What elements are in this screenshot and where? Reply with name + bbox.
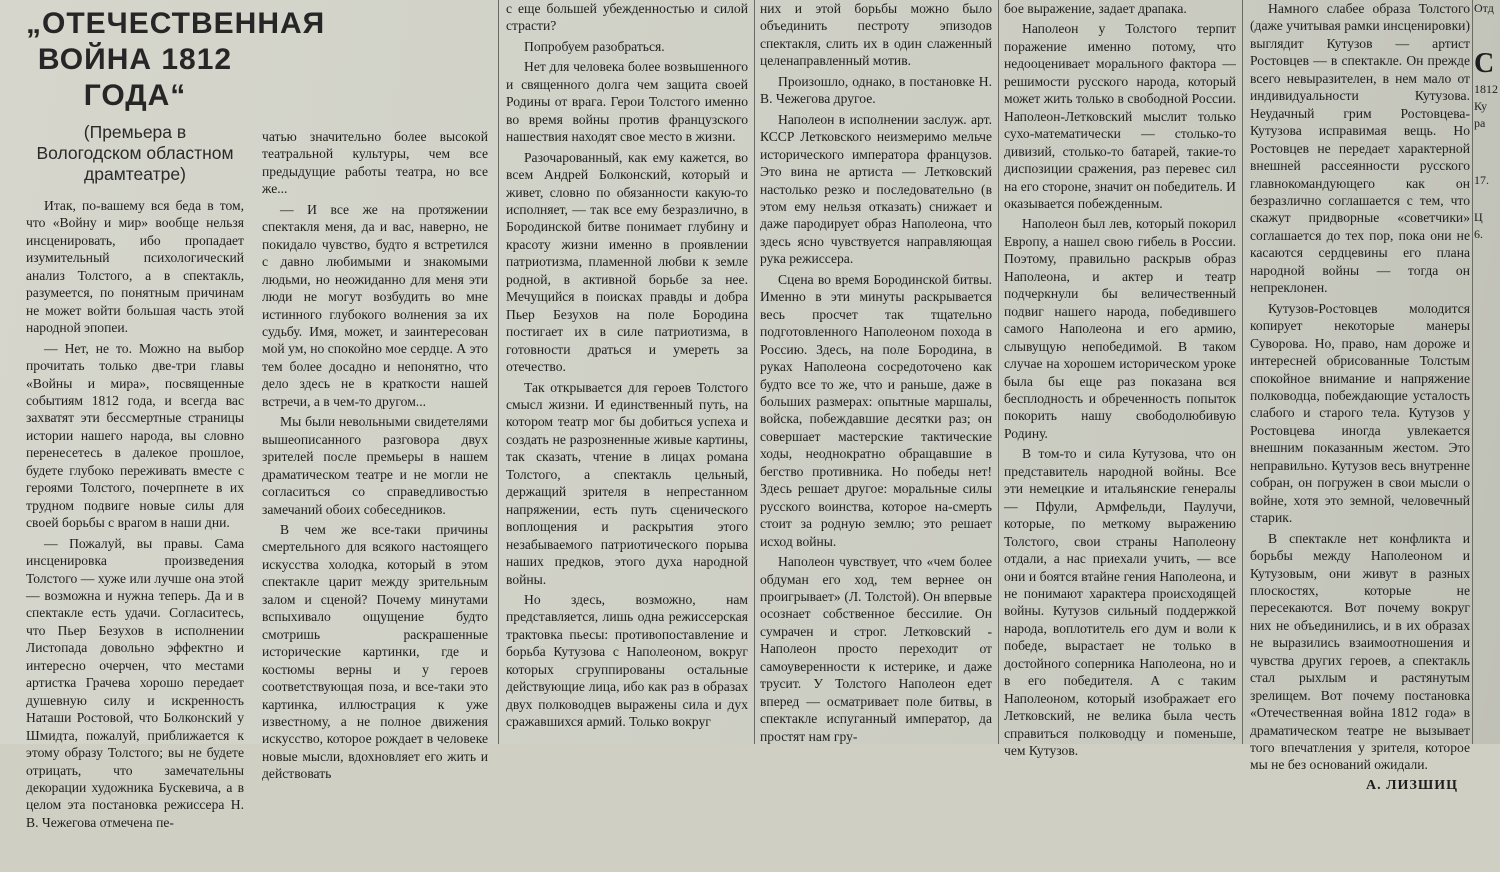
column-5 <box>1004 0 1236 759</box>
paragraph: Произошло, однако, в постановке Н. В. Чежегова другое. <box>760 73 992 107</box>
column-divider <box>998 0 999 744</box>
paragraph: Разочарованный, как ему кажется, во всем Андрей Болконский, который и живет, словно по обязанности какую-то исполняет, — так все ему безразлично, в Бородинской битве понимает глубину и красоту жизни именно в проявлении патриотизма, пламенной любви к земле родной, в активной борьбе за нее. Мечущийся в поисках правды и добра Пьер Безухов на поле Бородина постигает их в силе патриотизма, в готовности драться и умереть за отечество. <box>506 149 748 375</box>
paragraph: Мы были невольными свидетелями вышеописанного разговора двух зрителей после премьеры в нашем драматическом театре и не могли не согласиться со справедливостью замечаний обоих собеседников. <box>262 414 488 517</box>
article-headline: „ОТЕЧЕСТВЕННАЯ ВОЙНА 1812 ГОДА“ <box>26 7 326 112</box>
fragment-text: 6. <box>1474 227 1483 241</box>
paragraph: В чем же все-таки причины смертельного для всякого настоящего искусства холодка, который в этом спектакле царит между зрительным залом и сценой? Почему минутами вспыхивало ощущение будто смотришь раскрашенные исторические картинки, где и костюмы верны и у героев соответствующая поза, и все-таки это картинка, иллюстрация к уже известному, а не полное движения искусство, которое рождает в человеке новые мысли, вдохновляет его жить и действовать <box>262 521 488 782</box>
fragment-text: ра <box>1474 116 1486 130</box>
column-3 <box>506 0 748 744</box>
paragraph: — Пожалуй, вы правы. Сама инсценировка произведения Толстого — хуже или лучше она этой — возможна и нужна теперь. Да и в спектакле есть удачи. Согласитесь, что Пьер Безухов в исполнении Листопада довольно эффектно и интересно очерчен, что местами артистка Грачева хорошо передает душевную силу и искренность Наташи Ростовой, что Болконский у Шмидта, пожалуй, приближается к этому образу Толстого; вы не будете отрицать, что замечательны декорации художника Бускевича, а в целом эта постановка режиссера Н. В. Чежегова отмечена пе- <box>26 535 244 830</box>
column-1 <box>26 0 326 830</box>
column-4 <box>760 0 992 744</box>
paragraph: Кутузов-Ростовцев молодится копирует некоторые манеры Суворова. Но, право, нам дороже и интересней обрисованные Толстым спокойное внимание и напряжение полководца, побеждающие усталость слабого и старого тела. Кутузов у Ростовцева иногда увлекается внешним показанным жестом. Это неправильно. Кутузов весь внутренне собран, он погружен в свои мысли о войне, хотя это земной, человечный старик. <box>1250 300 1470 526</box>
paragraph: Намного слабее образа Толстого (даже учитывая рамки инсценировки) выглядит Кутузов — артист Ростовцев — в спектакле. Он прежде всего невыразителен, в нем мало от индивидуальности Кутузова. Неудачный грим Ростовцева-Кутузова исправимая вещь. Но Ростовцев не передает характерной внешней рассеянности русского главнокомандующего как он безразлично соглашается с тем, что скажут придворные «советчики» соглашается до тех пор, пока они не касаются сердцевины его плана народной войны — тогда он непреклонен. <box>1250 1 1470 296</box>
adjacent-column-fragment <box>1474 0 1500 744</box>
paragraph: Наполеон в исполнении заслуж. арт. КССР Летковского неизмеримо мельче исторического императора французов. Это вина не артиста — Летковский настолько резко и последовательно (в этом ему нельзя отказать) снижает и даже пародирует образ Наполеона, что здесь ясно чувствуется направляющая рука режиссера. <box>760 111 992 267</box>
paragraph: Попробуем разобраться. <box>524 38 665 54</box>
fragment-text: С <box>1474 48 1495 79</box>
article-subheadline: (Премьера в Вологодском областном драмтеатре) <box>36 122 234 184</box>
paragraph: — Нет, не то. Можно на выбор прочитать только две-три главы «Войны и мира», посвященные событиям 1812 года, и всегда вас захватят эти бессмертные страницы истории нашего народа, вы словно перенесетесь в далекое прошлое, будете глубоко переживать вместе с героями Толстого, почерпнете в их трудном подвиге новые силы для своей борьбы с врагом в наши дни. <box>26 340 244 531</box>
fragment-text: Ц <box>1474 210 1483 224</box>
fragment-text: 17. <box>1474 173 1489 187</box>
paragraph: Нет для человека более возвышенного и священного долга чем защита своей Родины от врага. Герои Толстого именно во время войны против французского нашествия находят свое место в жизни. <box>506 59 748 145</box>
paragraph: бое выражение, задает драпака. <box>1004 1 1187 16</box>
paragraph: Сцена во время Бородинской битвы. Именно в эти минуты раскрывается весь просчет так тщательно подготовленного Наполеоном похода в Россию. Здесь, на поле Бородина, в руках Наполеона сосредоточено как будто все то же, что и раньше, даже в больших размерах: опытные маршалы, войска, побеждавшие десятки раз; он совершает мастерские тактические ходы, неоднократно обращавшие в бегство противника. Но победы нет! Здесь решает другое: моральные силы русского воинства, которое на-смерть стоит за родную землю; это решает исход войны. <box>760 271 992 549</box>
column-6 <box>1250 0 1470 793</box>
fragment-text: Ку <box>1474 99 1488 113</box>
column-divider <box>754 0 755 744</box>
paragraph: В спектакле нет конфликта и борьбы между Наполеоном и Кутузовым, они живут в разных плоскостях, которые не пересекаются. Вот почему вокруг них не объединились, и в их образах не выразились взаимоотношения и чувства других героев, а спектакль стал рыхлым и растянутым зрелищем. Вот почему постановка «Отечественная война 1812 года» в драматическом театре не вызывает того впечатления у зрителя, которое мы не без оснований ожидали. <box>1250 530 1470 773</box>
paragraph: Наполеон у Толстого терпит поражение именно потому, что недооценивает морального фактора — решимости русского народа, который может жить только в свободной России. Наполеон-Летковский мыслит только сухо-математически — столько-то дивизий, столько-то батарей, такие-то диспозиции сражения, раз перевес сил на его стороне, значит он победитель. И оказывается побежденным. <box>1004 21 1236 211</box>
paragraph: В том-то и сила Кутузова, что он представитель народной войны. Все эти немецкие и итальянские генералы — Пфули, Армфельди, Паулучи, которые, по меткому выражению Толстого, свои страны Наполеону отдали, а нас приехали учить, — все они и боятся втайне гения Наполеона, и не понимают характера происходящей войны. Кутузов сильный поддержкой народа, воплотитель его дум и воли к победе, вырастает не только в достойного соперника Наполеона, но и в его победителя. А с таким Наполеоном, который изображает его Летковский, не велика была честь справиться полководцу и поменьше, чем Кутузов. <box>1004 446 1236 759</box>
fragment-text: Отд <box>1474 1 1494 15</box>
column-divider <box>498 0 499 744</box>
paragraph: Наполеон чувствует, что «чем более обдуман его ход, тем вернее он проигрывает» (Л. Толстой). Он впервые осознает собственное бессилие. Он сумрачен и строг. Летковский - Наполеон просто переходит от самоуверенности к истерике, и даже трусит. У Толстого Наполеон едет вперед — осматривает поле битвы, в спектакле испуганный император, да простят нам гру- <box>760 554 992 744</box>
paragraph: с еще большей убежденностью и силой страсти? <box>506 1 748 34</box>
paragraph: них и этой борьбы можно было объединить пестроту эпизодов спектакля, слить их в один слаженный целенаправленный мотив. <box>760 1 992 69</box>
column-2 <box>262 128 488 872</box>
paragraph: Итак, по-вашему вся беда в том, что «Войну и мир» вообще нельзя инсценировать, ибо пропадает изумительный психологический анализ Толстого, а в спектакль, разумеется, по понятным причинам не может войти большая часть этой народной эпопеи. <box>26 198 244 336</box>
fragment-text: 1812 <box>1474 82 1498 96</box>
paragraph: — И все же на протяжении спектакля меня, да и вас, наверно, не покидало чувство, будто я встретился с давно любимыми и знакомыми людьми, но неожиданно для меня эти люди не могут возбудить во мне истинного глубокого волнения за их судьбу. Имя, может, и заинтересован мой ум, но спокойно мое сердце. А это тем более досадно и непонятно, что дело здесь не в краткости нашей встречи, а в чем-то другом... <box>262 201 488 409</box>
column-divider <box>1242 0 1243 744</box>
paragraph: чатью значительно более высокой театральной культуры, чем все предыдущие работы театра, но все же... <box>262 129 488 197</box>
author-signature: А. ЛИЗШИЦ <box>1366 777 1458 793</box>
column-divider <box>1472 0 1473 744</box>
paragraph: Так открывается для героев Толстого смысл жизни. И единственный путь, на котором театр мог бы добиться успеха и создать не разрозненные живые картины, так сказать, чтение в лицах романа Толстого, а спектакль цельный, держащий зрителя в непрестанном напряжении, есть путь сценического воплощения и раскрытия этого незабываемого патриотического порыва наших предков, этого духа народной войны. <box>506 379 748 587</box>
paragraph: Наполеон был лев, который покорил Европу, а нашел свою гибель в России. Поэтому, правильно раскрыв образ Наполеона, и актер и театр подчеркнули бы величественный подвиг нашего народа, победившего самого Наполеона и его армию, слывущую непобедимой. В таком случае на хорошем историческом уроке была бы еще раз показана вся бесплодность и обреченность попыток покорить нашу свободолюбивую Родину. <box>1004 216 1236 441</box>
paragraph: Но здесь, возможно, нам представляется, лишь одна режиссерская трактовка пьесы: противопоставление и борьба Кутузова с Наполеоном, вокруг которых сгруппированы остальные действующие лица, ибо как раз в образах двух полководцев выражены сила и дух сражавшихся армий. Только вокруг <box>506 591 748 730</box>
